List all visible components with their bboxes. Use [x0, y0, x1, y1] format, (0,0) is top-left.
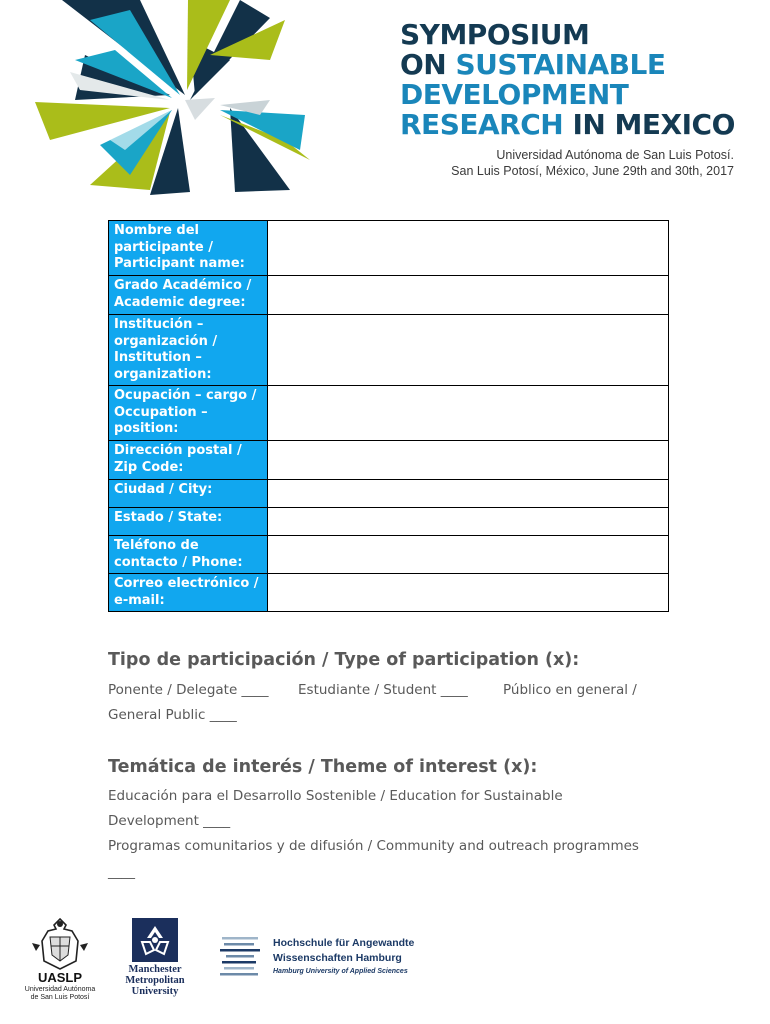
theme-heading: Temática de interés / Theme of interest (x): — [108, 757, 538, 777]
mmu-name-line: University — [131, 986, 179, 997]
city-field[interactable] — [268, 480, 669, 508]
uaslp-name — [16, 986, 104, 1002]
title-word: IN MEXICO — [572, 108, 735, 141]
student-option[interactable]: Estudiante / Student ____ — [298, 682, 468, 698]
uaslp-name-line: Universidad Autónoma — [24, 986, 96, 993]
academic-degree-field[interactable] — [268, 276, 669, 315]
form-row — [109, 508, 669, 536]
date-subtitle: San Luis Potosí, México, June 29th and 30th, 2017 — [451, 164, 734, 178]
theme-option-community-continued[interactable]: ____ — [108, 864, 135, 880]
public-option[interactable]: Público en general / — [503, 682, 637, 698]
form-row — [109, 441, 669, 480]
title-line-2 — [400, 50, 760, 80]
field-label: Institución – organización / Institution – organization: — [109, 315, 268, 386]
field-label: Dirección postal / Zip Code: — [109, 441, 268, 480]
form-row — [109, 276, 669, 315]
email-field[interactable] — [268, 574, 669, 612]
form-row — [109, 480, 669, 508]
mmu-name — [115, 964, 195, 997]
title-line-3 — [400, 80, 760, 110]
field-label: Estado / State: — [109, 508, 268, 536]
haw-name-line-3: Hamburg University of Applied Sciences — [273, 968, 408, 975]
mmu-recycle-icon — [132, 918, 178, 962]
title-word: SYMPOSIUM — [400, 18, 590, 51]
participation-heading: Tipo de participación / Type of participation (x): — [108, 650, 580, 670]
theme-option-education-continued[interactable]: Development ____ — [108, 813, 231, 829]
uaslp-crest-icon — [20, 915, 100, 971]
form-row — [109, 386, 669, 441]
phone-field[interactable] — [268, 536, 669, 574]
title-word: DEVELOPMENT — [400, 78, 629, 111]
haw-name-line-2: Wissenschaften Hamburg — [273, 952, 402, 964]
form-row — [109, 536, 669, 574]
mmu-name-line: Metropolitan — [125, 975, 185, 986]
title-line-1 — [400, 20, 760, 50]
title-line-4 — [400, 110, 760, 140]
title-word: SUSTAINABLE — [455, 48, 666, 81]
field-label: Teléfono de contacto / Phone: — [109, 536, 268, 574]
field-label: Grado Académico / Academic degree: — [109, 276, 268, 315]
theme-option-education[interactable]: Educación para el Desarrollo Sostenible / Education for Sustainable — [108, 788, 563, 804]
zip-code-field[interactable] — [268, 441, 669, 480]
field-label: Correo electrónico / e-mail: — [109, 574, 268, 612]
uaslp-acronym: UASLP — [37, 970, 83, 985]
haw-hamburg-logo — [220, 935, 440, 981]
title-word: ON — [400, 48, 456, 81]
registration-form-table — [108, 220, 669, 612]
symposium-title — [400, 20, 760, 140]
mmu-name-line: Manchester — [128, 964, 182, 975]
participant-name-field[interactable] — [268, 221, 669, 276]
title-word: RESEARCH — [400, 108, 573, 141]
state-field[interactable] — [268, 508, 669, 536]
form-row — [109, 315, 669, 386]
venue-subtitle: Universidad Autónoma de San Luis Potosí. — [496, 148, 734, 162]
theme-option-community[interactable]: Programas comunitarios y de difusión / Community and outreach programmes — [108, 838, 639, 854]
haw-stripes-icon — [220, 937, 266, 977]
uaslp-name-line: de San Luis Potosí — [30, 994, 90, 1001]
mmu-logo — [115, 918, 195, 1000]
haw-name-line-1: Hochschule für Angewandte — [273, 937, 415, 949]
uaslp-logo — [20, 915, 100, 1005]
field-label: Ciudad / City: — [109, 480, 268, 508]
field-label: Ocupación – cargo / Occupation – position: — [109, 386, 268, 441]
form-row — [109, 574, 669, 612]
symposium-pinwheel-graphic — [30, 0, 350, 195]
institution-field[interactable] — [268, 315, 669, 386]
form-row — [109, 221, 669, 276]
public-option-continued[interactable]: General Public ____ — [108, 707, 237, 723]
delegate-option[interactable]: Ponente / Delegate ____ — [108, 682, 269, 698]
field-label: Nombre del participante / Participant name: — [109, 221, 268, 276]
occupation-field[interactable] — [268, 386, 669, 441]
